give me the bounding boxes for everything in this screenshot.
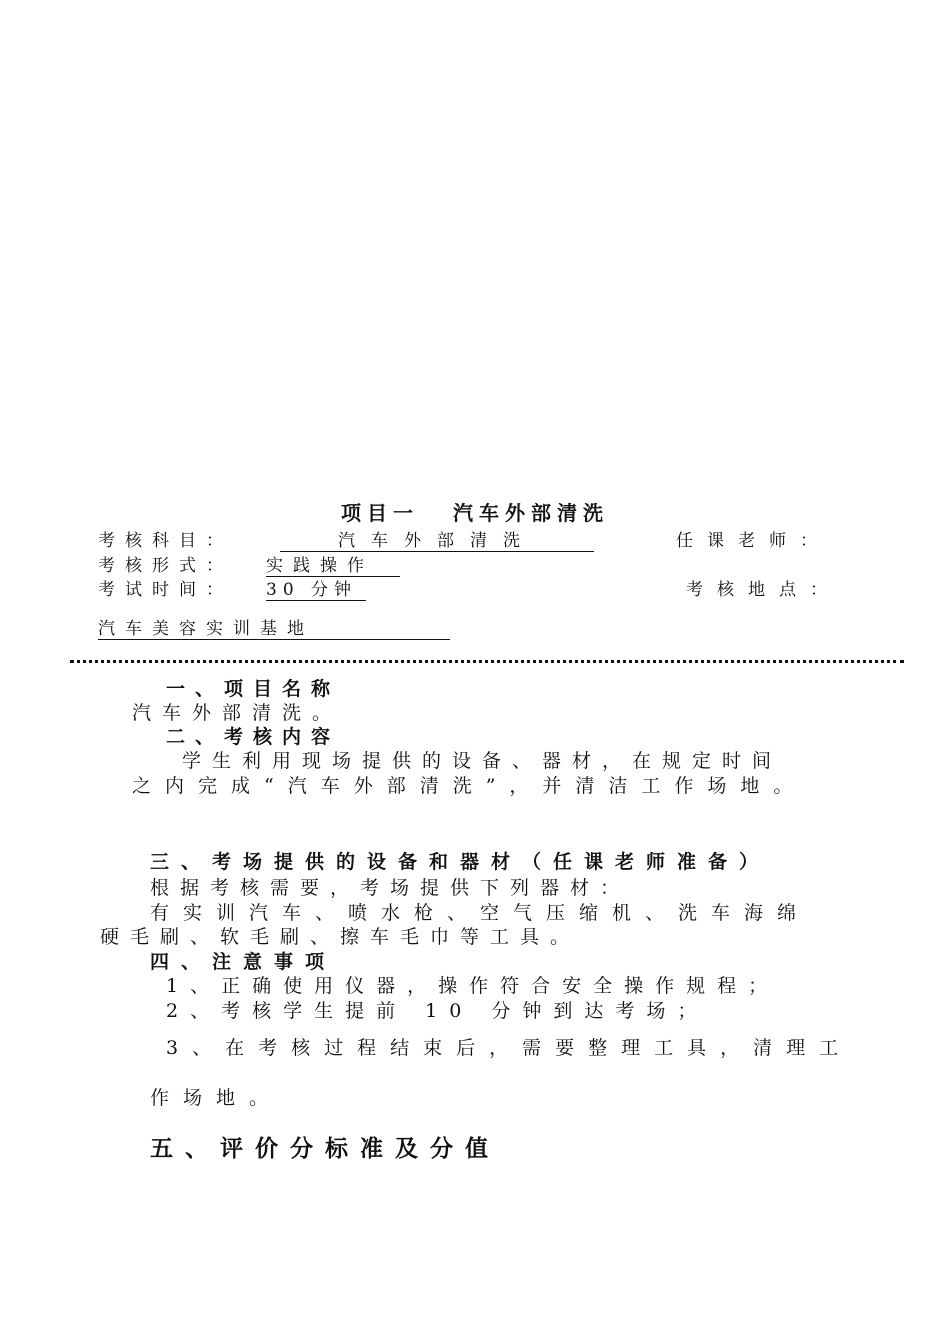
subject-field: [280, 526, 594, 552]
section-5-heading: 五、评价分标准及分值: [150, 1136, 500, 1162]
time-field: [266, 575, 366, 601]
location-value: 汽车美容实训基地: [98, 614, 450, 640]
title-project: 项目一: [341, 501, 419, 525]
form-value: 实践操作: [266, 551, 400, 577]
form-field: [266, 551, 400, 577]
section-1-heading: 一、项目名称: [166, 678, 341, 700]
section-4-item-1: 1、正确使用仪器，操作符合安全操作规程；: [166, 975, 780, 997]
document-title: [0, 497, 950, 526]
section-3-line-1: 根据考核需要，考场提供下列器材：: [150, 877, 631, 899]
section-2-line-2: 之内完成“汽车外部清洗”，并清洁工作场地。: [132, 775, 807, 797]
dotted-separator: [70, 660, 904, 663]
subject-value: 汽车外部清洗: [280, 526, 594, 552]
section-2-line-1: 学生利用现场提供的设备、器材，在规定时间: [182, 750, 783, 772]
section-4-heading: 四、注意事项: [150, 951, 337, 973]
section-4-item-2: 2、考核学生提前 10 分钟到达考场；: [166, 1000, 709, 1022]
title-name: 汽车外部清洗: [453, 501, 609, 525]
section-3-line-3: 硬毛刷、软毛刷、擦车毛巾等工具。: [100, 926, 581, 948]
time-label: 考试时间：: [98, 580, 233, 600]
time-value: 30 分钟: [266, 575, 366, 601]
section-2-heading: 二、考核内容: [166, 726, 341, 748]
subject-label: 考核科目：: [98, 531, 233, 551]
section-4-item-3-line-2: 作场地。: [150, 1087, 283, 1109]
location-field: [98, 614, 450, 640]
form-label: 考核形式：: [98, 556, 233, 576]
section-4-item-3-line-1: 3、在考核过程结束后，需要整理工具，清理工: [166, 1037, 853, 1059]
section-1-body: 汽车外部清洗。: [132, 702, 343, 724]
section-3-heading: 三、考场提供的设备和器材（任课老师准备）: [150, 851, 771, 873]
teacher-label: 任课老师：: [676, 531, 831, 551]
section-3-line-2: 有实训汽车、喷水枪、空气压缩机、洗车海绵: [150, 902, 811, 924]
location-label: 考核地点：: [686, 580, 841, 600]
